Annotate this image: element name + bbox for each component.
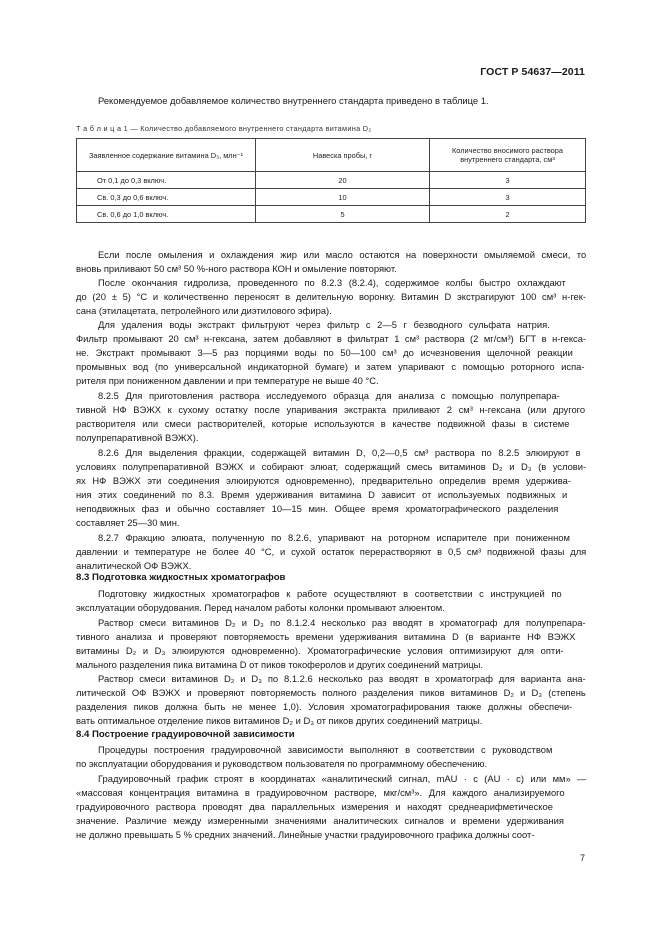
text-line: по эксплуатации оборудования и руководством пользователя по программному обеспечению. (76, 758, 488, 770)
table-header-cell: Количество вносимого раствора внутреннего стандарта, см³ (430, 139, 586, 172)
table-row (77, 206, 586, 223)
text-line: давлении и температуре не более 40 °С, и сухой остаток перерастворяют в 0,5 см³ подвижной фазы для (76, 546, 587, 558)
table-row (77, 189, 586, 206)
paragraph-8-2-6 (76, 446, 586, 531)
table-row (77, 172, 586, 189)
paragraph-calibration-procedure (76, 743, 586, 771)
paragraph-water-removal (76, 318, 586, 388)
paragraph-8-2-5 (76, 389, 586, 445)
text-line: ния этих соединений по 8.3. Время удерживания витамина D зависит от используемых подвижных и (76, 489, 568, 501)
text-line: 8.2.5 Для приготовления раствора исследуемого образца для анализа с помощью полупрепара- (98, 390, 560, 401)
text-line: составляет 25—30 мин. (76, 517, 180, 529)
text-line: витамины D₂ и D₃ элюируются одновременно). Хроматографические условия оптимизируют для опти- (76, 645, 564, 657)
text-line: вать оптимальное отделение пиков витаминов D₂ и D₃ от пиков других соединений матрицы. (76, 715, 483, 727)
section-heading-8-3: 8.3 Подготовка жидкостных хроматографов (76, 572, 286, 583)
text-line: тивного анализа и проверяют повторяемость времени удерживания витамина D (в варианте НФ ВЭЖХ (76, 631, 576, 643)
intro-paragraph (76, 94, 586, 108)
text-line: градуировочного раствора проводят два параллельных измерения и находят среднеарифметическое (76, 801, 553, 813)
text-line: Градуировочный график строят в координатах «аналитический сигнал, mAU · с (AU · с) или мм» — (98, 773, 587, 784)
text-line: Процедуры построения градуировочной зависимости выполняют в соответствии с руководством (98, 744, 553, 755)
paragraph-semiprep-check (76, 616, 586, 672)
text-line: Для удаления воды экстракт фильтруют через фильтр с 2—5 г безводного сульфата натрия. (98, 319, 550, 330)
text-line: до (20 ± 5) °С и количественно переносят в делительную воронку. Витамин D экстрагируют 100 см³ н-гек- (76, 291, 586, 303)
text-line: полупрепаративной ВЭЖХ). (76, 432, 199, 444)
text-line: 8.2.7 Фракцию элюата, полученную по 8.2.6, упаривают на роторном испарителе при пониженном (98, 532, 570, 543)
text-line: «массовая концентрация витамина в градуировочном растворе, мкг/см³». Для каждого анализируемого (76, 787, 565, 799)
document-header: ГОСТ Р 54637—2011 (480, 66, 585, 78)
text-line: литической ОФ ВЭЖХ и проверяют повторяемость полного разделения пиков витаминов D₂ и D₃ (степень (76, 687, 586, 699)
intro-line: Рекомендуемое добавляемое количество внутреннего стандарта приведено в таблице 1. (98, 95, 489, 106)
text-line: После окончания гидролиза, проведенного по 8.2.3 (8.2.4), содержимое колбы быстро охлаждают (98, 277, 566, 288)
text-line: вновь приливают 50 см³ 50 %-ного раствора КОН и омыление повторяют. (76, 263, 397, 275)
paragraph-analytical-check (76, 672, 586, 728)
text-line: Раствор смеси витаминов D₂ и D₃ по 8.1.2.6 несколько раз вводят в хроматограф для варианта ана- (98, 673, 586, 684)
text-line: не. Экстракт промывают 3—5 раз порциями воды по 50—100 см³ до исчезновения щелочной реакции (76, 347, 573, 359)
section-heading-8-4: 8.4 Построение градуировочной зависимости (76, 729, 295, 740)
paragraph-extraction (76, 276, 586, 318)
table-cell: 5 (256, 206, 430, 223)
text-line: аналитической ОФ ВЭЖХ. (76, 560, 192, 572)
table-cell: 10 (256, 189, 430, 206)
text-line: ях НФ ВЭЖХ эти соединения элюируются одновременно), предварительно определив время удержива- (76, 475, 571, 487)
table-cell: От 0,1 до 0,3 включ. (77, 172, 256, 189)
table-header-row (77, 139, 586, 172)
text-line: тивной НФ ВЭЖХ к сухому остатку после упаривания экстракта приливают 2 см³ н-гексана (или другого (76, 404, 586, 416)
paragraph-calibration-graph (76, 772, 586, 842)
text-line: неподвижных фаз и обычно составляет 10—15 мин. Общее время хроматографического разделения (76, 503, 559, 515)
paragraph-chromatograph-prep (76, 587, 586, 615)
text-line: промывных вод (по универсальной индикаторной бумаге) и затем упаривают с помощью роторного испа- (76, 361, 585, 373)
text-line: мального разделения пика витамина D от пиков токоферолов и других соединений матрицы. (76, 659, 484, 671)
page-number: 7 (579, 853, 585, 863)
text-line: эксплуатации оборудования. Перед началом работы колонки промывают элюентом. (76, 602, 445, 614)
table-header-cell: Навеска пробы, г (256, 139, 430, 172)
text-line: значение. Различие между измеренными значениями аналитических сигналов и времени удерживания (76, 815, 564, 827)
text-line: Подготовку жидкостных хроматографов к работе осуществляют в соответствии с инструкцией по (98, 588, 562, 599)
table-cell: Св. 0,3 до 0,6 включ. (77, 189, 256, 206)
text-line: Раствор смеси витаминов D₂ и D₃ по 8.1.2.4 несколько раз вводят в хроматограф для полупрепара- (98, 617, 586, 628)
text-line: рителя при пониженном давлении и при температуре не выше 40 °С. (76, 375, 379, 387)
table-cell: 3 (430, 172, 586, 189)
text-line: условиях полупрепаративной ВЭЖХ и собирают элюат, содержащий смесь витаминов D₂ и D₃ (в услови- (76, 461, 587, 473)
text-line: сана (этилацетата, петролейного или диэтилового эфира). (76, 305, 332, 317)
text-line: Если после омыления и охлаждения жир или масло остаются на поверхности омыляемой смеси, то (98, 249, 587, 260)
internal-standard-table (76, 138, 586, 223)
text-line: не должно превышать 5 % средних значений. Линейные участки градуировочного графика должны соот- (76, 829, 535, 841)
table-caption: Т а б л и ц а 1 — Количество добавляемого внутреннего стандарта витамина D₂ (76, 124, 372, 133)
text-line: 8.2.6 Для выделения фракции, содержащей витамин D, 0,2—0,5 см³ раствора по 8.2.5 элюируют в (98, 447, 581, 458)
table-cell: 3 (430, 189, 586, 206)
table-header-cell: Заявленное содержание витамина D₃, млн⁻¹ (77, 139, 256, 172)
table-cell: 20 (256, 172, 430, 189)
paragraph-8-2-7 (76, 531, 586, 573)
text-line: Фильтр промывают 20 см³ н-гексана, затем добавляют в фильтрат 1 см³ раствора (2 мг/см³) БГТ в н-гекса- (76, 333, 587, 345)
table-cell: Св. 0,6 до 1,0 включ. (77, 206, 256, 223)
paragraph-resaponification (76, 248, 586, 276)
table-cell: 2 (430, 206, 586, 223)
text-line: разделения пиков должна быть не менее 1,0). Условия хроматографирования также должны обеспечи- (76, 701, 573, 713)
text-line: растворителя или смеси растворителей, которые используются в качестве подвижной фазы в системе (76, 418, 570, 430)
